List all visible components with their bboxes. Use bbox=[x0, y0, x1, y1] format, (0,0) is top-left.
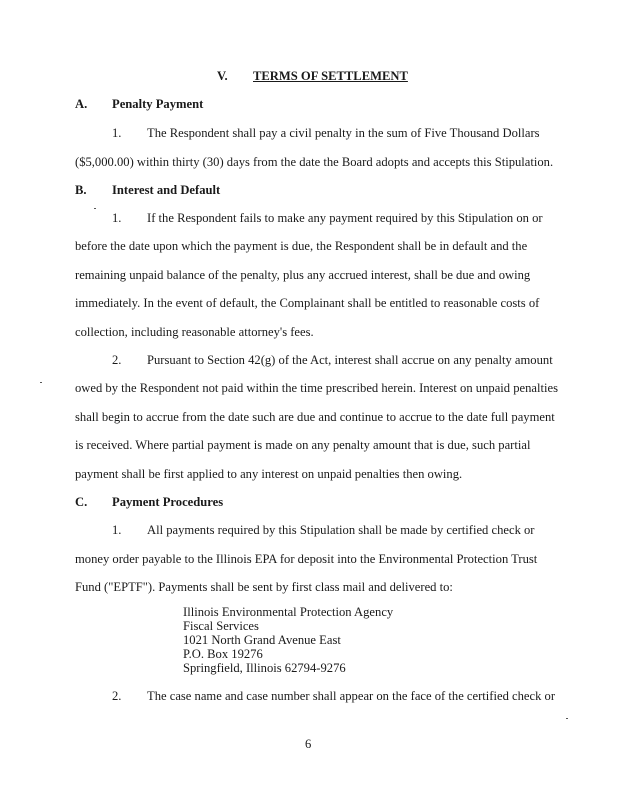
section-b-p2-line-5: payment shall be first applied to any interest on unpaid penalties then owing. bbox=[75, 467, 463, 481]
address-line-1: Illinois Environmental Protection Agency bbox=[183, 605, 394, 619]
section-b-p1-line-4: immediately. In the event of default, the Complainant shall be entitled to reasonable costs of bbox=[75, 296, 540, 310]
scan-speck bbox=[40, 382, 42, 383]
address-line-3: 1021 North Grand Avenue East bbox=[183, 633, 341, 647]
section-c-title: Payment Procedures bbox=[112, 495, 224, 509]
section-a-p1-line-1: The Respondent shall pay a civil penalty in the sum of Five Thousand Dollars bbox=[147, 126, 540, 140]
section-b-p2-line-3: shall begin to accrue from the date such are due and continue to accrue to the date full payment bbox=[75, 410, 555, 424]
address-line-5: Springfield, Illinois 62794-9276 bbox=[183, 661, 346, 675]
section-c-letter: C. bbox=[75, 495, 88, 509]
section-b-p1-line-2: before the date upon which the payment is due, the Respondent shall be in default and the bbox=[75, 239, 528, 253]
section-a-p1-line-2: ($5,000.00) within thirty (30) days from the date the Board adopts and accepts this Stipulation. bbox=[75, 155, 554, 169]
section-b-title: Interest and Default bbox=[112, 183, 221, 197]
scan-speck bbox=[94, 208, 96, 209]
section-c-p2-number: 2. bbox=[112, 689, 122, 703]
address-line-2: Fiscal Services bbox=[183, 619, 259, 633]
section-b-p1-line-5: collection, including reasonable attorney's fees. bbox=[75, 325, 314, 339]
page-number: 6 bbox=[305, 737, 312, 751]
section-a-title: Penalty Payment bbox=[112, 97, 204, 111]
section-b-letter: B. bbox=[75, 183, 87, 197]
section-b-p1-number: 1. bbox=[112, 211, 122, 225]
section-a-p1-number: 1. bbox=[112, 126, 122, 140]
section-c-p1-line-1: All payments required by this Stipulation shall be made by certified check or bbox=[147, 523, 535, 537]
section-c-p1-line-3: Fund ("EPTF"). Payments shall be sent by first class mail and delivered to: bbox=[75, 580, 453, 594]
section-a-letter: A. bbox=[75, 97, 88, 111]
section-c-p2-line-1: The case name and case number shall appear on the face of the certified check or bbox=[147, 689, 556, 703]
section-c-p1-line-2: money order payable to the Illinois EPA for deposit into the Environmental Protection Trust bbox=[75, 552, 538, 566]
section-b-p1-line-3: remaining unpaid balance of the penalty, plus any accrued interest, shall be due and owing bbox=[75, 268, 531, 282]
section-b-p2-line-2: owed by the Respondent not paid within the time prescribed herein. Interest on unpaid penalties bbox=[75, 381, 558, 395]
address-line-4: P.O. Box 19276 bbox=[183, 647, 263, 661]
section-c-p1-number: 1. bbox=[112, 523, 122, 537]
section-b-p2-line-1: Pursuant to Section 42(g) of the Act, interest shall accrue on any penalty amount bbox=[147, 353, 553, 367]
article-number: V. bbox=[217, 69, 228, 83]
section-b-p1-line-1: If the Respondent fails to make any payment required by this Stipulation on or bbox=[147, 211, 543, 225]
article-title: TERMS OF SETTLEMENT bbox=[253, 69, 408, 83]
scan-speck bbox=[566, 718, 568, 719]
section-b-p2-line-4: is received. Where partial payment is made on any penalty amount that is due, such partial bbox=[75, 438, 531, 452]
section-b-p2-number: 2. bbox=[112, 353, 122, 367]
